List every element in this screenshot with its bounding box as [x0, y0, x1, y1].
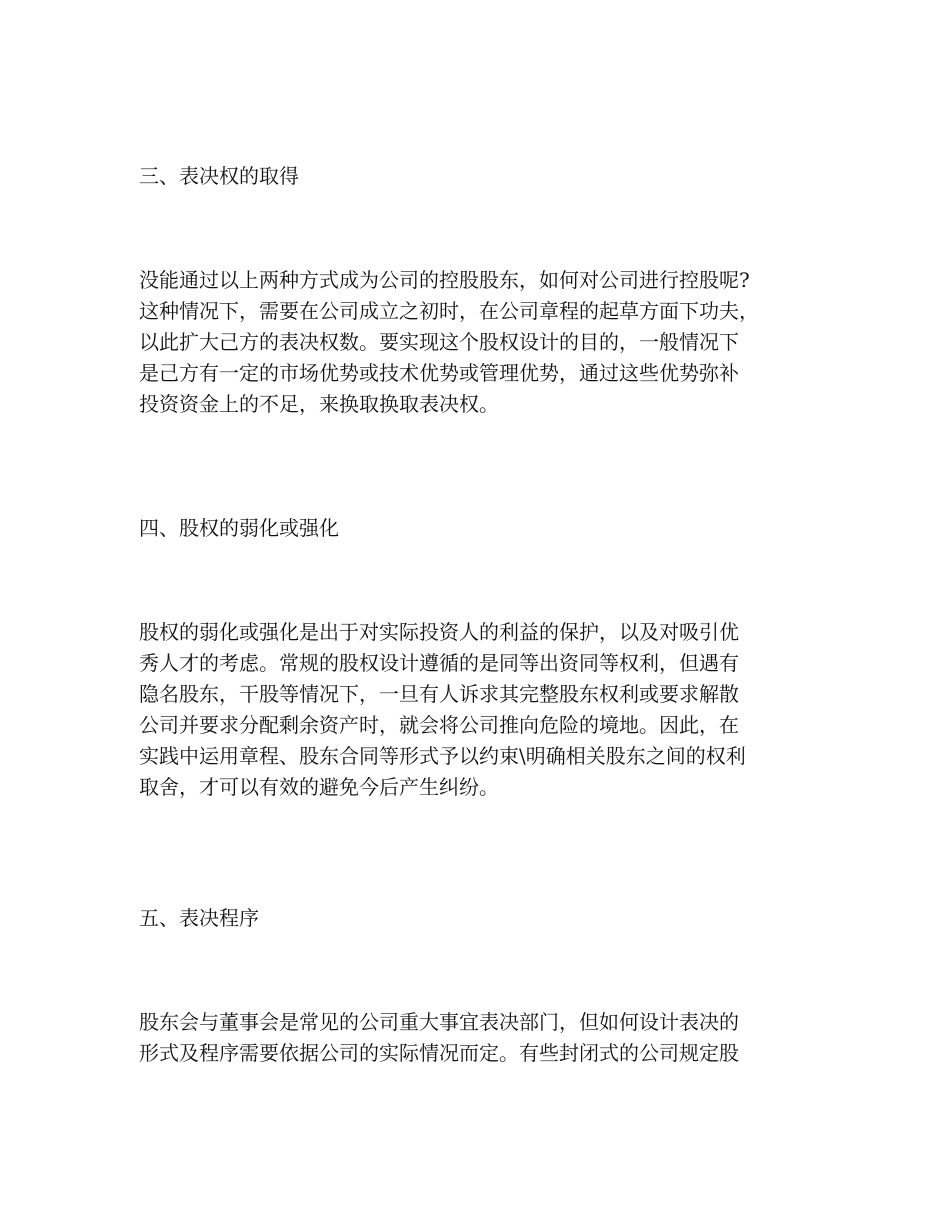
paragraph-line: 秀人才的考虑。常规的股权设计遵循的是同等出资同等权利，但遇有: [139, 651, 739, 675]
section-heading-equity-weakening: 四、股权的弱化或强化: [139, 516, 339, 540]
section-heading-voting-procedure: 五、表决程序: [139, 906, 259, 930]
paragraph-line: 投资资金上的不足，来换取换取表决权。: [139, 392, 499, 416]
section-heading-voting-rights: 三、表决权的取得: [139, 164, 299, 188]
paragraph-line: 取舍，才可以有效的避免今后产生纠纷。: [139, 775, 499, 799]
paragraph-line: 股东会与董事会是常见的公司重大事宜表决部门，但如何设计表决的: [139, 1010, 739, 1034]
paragraph-line: 以此扩大己方的表决权数。要实现这个股权设计的目的，一般情况下: [139, 330, 739, 354]
paragraph-line: 形式及程序需要依据公司的实际情况而定。有些封闭式的公司规定股: [139, 1041, 739, 1065]
paragraph-line: 公司并要求分配剩余资产时，就会将公司推向危险的境地。因此，在: [139, 713, 739, 737]
paragraph-line: 没能通过以上两种方式成为公司的控股股东，如何对公司进行控股呢?: [139, 268, 750, 292]
paragraph-voting-rights: [139, 265, 799, 420]
paragraph-line: 是己方有一定的市场优势或技术优势或管理优势，通过这些优势弥补: [139, 361, 739, 385]
paragraph-line: 这种情况下，需要在公司成立之初时，在公司章程的起草方面下功夫，: [139, 299, 759, 323]
paragraph-voting-procedure: [139, 1007, 799, 1069]
paragraph-line: 实践中运用章程、股东合同等形式予以约束\明确相关股东之间的权利: [139, 744, 746, 768]
paragraph-line: 股权的弱化或强化是出于对实际投资人的利益的保护，以及对吸引优: [139, 620, 739, 644]
paragraph-line: 隐名股东，干股等情况下，一旦有人诉求其完整股东权利或要求解散: [139, 682, 739, 706]
paragraph-equity-weakening: [139, 617, 799, 803]
